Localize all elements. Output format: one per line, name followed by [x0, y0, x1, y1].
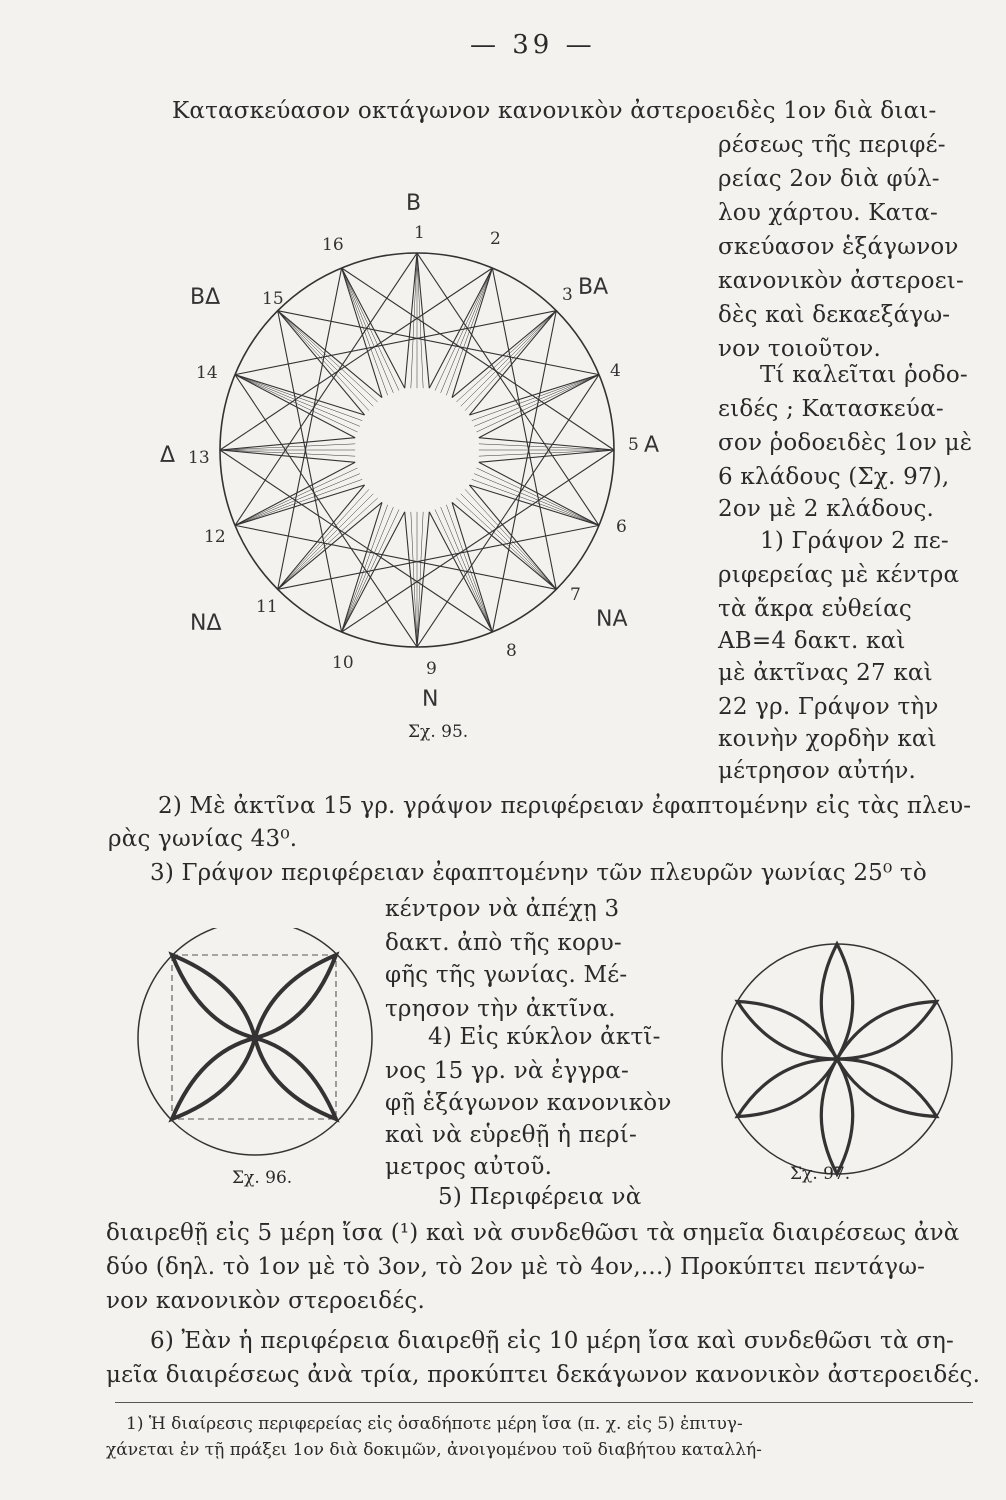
figure-96[interactable]: [130, 928, 380, 1168]
star-hatch: [411, 253, 417, 388]
point-label: 1: [414, 223, 425, 243]
middle-line: μετρος αὐτοῦ.: [385, 1154, 553, 1180]
right-line: 6 κλάδους (Σχ. 97),: [718, 464, 950, 490]
item5-line: δύο (δηλ. τὸ 1ον μὲ τὸ 3ον, τὸ 2ον μὲ τὸ 4ον,...) Προκύπτει πεντάγω-: [106, 1254, 926, 1280]
footnote-line: 1) Ἡ διαίρεσις περιφερείας εἰς ὁσαδήποτε μέρη ἴσα (π. χ. εἰς 5) ἐπιτυγ-: [126, 1414, 743, 1434]
right-line: δὲς καὶ δεκαεξάγω-: [718, 302, 951, 328]
star-hatch: [342, 268, 394, 393]
star-hatch: [435, 268, 492, 391]
point-label: 6: [616, 517, 627, 537]
right-line: Τί καλεῖται ῥοδο-: [760, 362, 968, 388]
star-hatch: [474, 474, 599, 526]
point-label: 10: [332, 653, 354, 673]
right-line: κοινὴν χορδὴν καὶ: [718, 726, 937, 752]
star-hatch: [417, 512, 423, 647]
footnote-line: χάνεται ἐν τῇ πράξει 1ον διὰ δοκιμῶν, ἀνοιγομένου τοῦ διαβήτου καταλλή-: [106, 1440, 762, 1460]
star-hatch: [476, 468, 599, 525]
right-line: 2ον μὲ 2 κλάδους.: [718, 496, 935, 522]
middle-line: νος 15 γρ. νὰ ἐγγρα-: [385, 1058, 629, 1084]
figure-97[interactable]: [712, 940, 962, 1180]
item5-line: νον κανονικὸν στεροειδές.: [106, 1288, 425, 1314]
star-hatch: [235, 375, 360, 427]
figure-96-caption: Σχ. 96.: [232, 1168, 293, 1188]
star-chord: [278, 268, 342, 589]
star-chord: [235, 525, 556, 589]
star-hatch: [441, 268, 493, 393]
item6-line: μεῖα διαιρέσεως ἀνὰ τρία, προκύπτει δεκάγωνον κανονικὸν ἀστεροειδές.: [106, 1362, 981, 1388]
right-line: μέτρησον αὐτήν.: [718, 758, 917, 784]
right-line: μὲ ἀκτῖνας 27 καὶ: [718, 660, 933, 686]
right-line: σκεύασον ἑξάγωνον: [718, 234, 959, 260]
star-hatch: [235, 474, 360, 526]
right-line: ρέσεως τῆς περιφέ-: [718, 132, 946, 158]
star-hatch: [342, 509, 399, 632]
right-line: κανονικὸν ἀστεροει-: [718, 268, 964, 294]
figure-96-drawing: [130, 928, 380, 1168]
star-hatch: [435, 509, 492, 632]
star-hatch: [220, 450, 355, 456]
right-line: τὰ ἄκρα εὐθείας: [718, 596, 912, 622]
middle-line: τρησον τὴν ἀκτῖνα.: [385, 996, 616, 1022]
star-hatch: [220, 444, 355, 450]
point-label: 3: [562, 285, 573, 305]
star-hatch: [411, 512, 417, 647]
point-label: 13: [188, 448, 210, 468]
compass-south: Ν: [422, 687, 439, 712]
point-label: 9: [426, 659, 437, 679]
middle-line: φῆς τῆς γωνίας. Μέ-: [385, 962, 628, 988]
compass-east: Α: [644, 433, 660, 458]
star-hatch: [474, 375, 599, 427]
middle-line: 5) Περιφέρεια νὰ: [438, 1184, 642, 1210]
fig96-petals: [172, 955, 336, 1119]
point-label: 12: [204, 527, 226, 547]
star-chord: [278, 311, 599, 375]
right-line: λου χάρτου. Κατα-: [718, 200, 939, 226]
figure-95-caption: Σχ. 95.: [408, 722, 469, 742]
star-chord: [492, 268, 556, 589]
star-chord: [492, 311, 556, 632]
intro-line: Κατασκεύασον οκτάγωνον κανονικὸν ἀστεροειδὲς 1ον διὰ διαι-: [172, 98, 937, 124]
item5-line: διαιρεθῇ εἰς 5 μέρη ἴσα (¹) καὶ νὰ συνδεθῶσι τὰ σημεῖα διαιρέσεως ἀνὰ: [106, 1220, 960, 1246]
star-hatch: [342, 268, 399, 391]
right-line: ριφερείας μὲ κέντρα: [718, 562, 960, 588]
compass-southeast: ΝΑ: [596, 607, 628, 632]
middle-line: καὶ νὰ εὑρεθῇ ἡ περί-: [385, 1122, 637, 1148]
point-label: 15: [262, 289, 284, 309]
figure-95[interactable]: [150, 180, 670, 740]
star-chord: [278, 311, 342, 632]
middle-line: φῇ ἑξάγωνον κανονικὸν: [385, 1090, 672, 1116]
figure-97-caption: Σχ. 97.: [790, 1164, 851, 1184]
figure-97-drawing: [712, 940, 962, 1180]
right-line: 1) Γράψον 2 πε-: [760, 528, 949, 554]
star-hatch: [342, 507, 394, 632]
figure-95-drawing: [150, 180, 670, 740]
right-line: 22 γρ. Γράψον τὴν: [718, 694, 939, 720]
point-label: 4: [610, 361, 621, 381]
star-chord: [235, 311, 556, 375]
compass-west: Δ: [160, 443, 176, 468]
middle-line: κέντρον νὰ ἀπέχῃ 3: [385, 896, 620, 922]
star-chord: [278, 525, 599, 589]
item6-line: 6) Ἐὰν ἡ περιφέρεια διαιρεθῇ εἰς 10 μέρη ἴσα καὶ συνδεθῶσι τὰ ση-: [150, 1328, 954, 1354]
point-label: 5: [628, 435, 639, 455]
middle-line: 4) Εἰς κύκλον ἀκτῖ-: [428, 1024, 661, 1050]
compass-southwest: ΝΔ: [190, 611, 222, 636]
compass-northeast: ΒΑ: [578, 275, 609, 300]
compass-north: Β: [406, 191, 422, 216]
middle-line: δακτ. ἀπὸ τῆς κορυ-: [385, 930, 622, 956]
right-line: ειδές ; Κατασκεύα-: [718, 396, 944, 422]
star-hatch: [476, 375, 599, 432]
point-label: 8: [506, 641, 517, 661]
page-number: — 39 —: [470, 30, 596, 60]
right-line: νον τοιοῦτον.: [718, 336, 882, 362]
star-hatch: [441, 507, 493, 632]
star-hatch: [417, 253, 423, 388]
right-line: ρείας 2ον διὰ φύλ-: [718, 166, 940, 192]
item3-line: 3) Γράψον περιφέρειαν ἐφαπτομένην τῶν πλευρῶν γωνίας 25⁰ τὸ: [150, 860, 927, 886]
point-label: 2: [490, 229, 501, 249]
star-hatch: [235, 468, 358, 525]
point-label: 16: [322, 235, 344, 255]
star-hatch: [479, 450, 614, 456]
star-hatch: [235, 375, 358, 432]
right-line: σον ῥοδοειδὲς 1ον μὲ: [718, 430, 973, 456]
point-label: 11: [256, 597, 278, 617]
point-label: 14: [196, 363, 218, 383]
item2-line: ρὰς γωνίας 43⁰.: [108, 826, 298, 852]
item2-line: 2) Μὲ ἀκτῖνα 15 γρ. γράψον περιφέρειαν ἐφαπτομένην εἰς τὰς πλευ-: [158, 793, 972, 819]
footnote-rule: [115, 1402, 973, 1403]
compass-northwest: ΒΔ: [190, 285, 221, 310]
point-label: 7: [570, 585, 581, 605]
right-line: ΑΒ=4 δακτ. καὶ: [718, 628, 906, 654]
star-hatch: [479, 444, 614, 450]
